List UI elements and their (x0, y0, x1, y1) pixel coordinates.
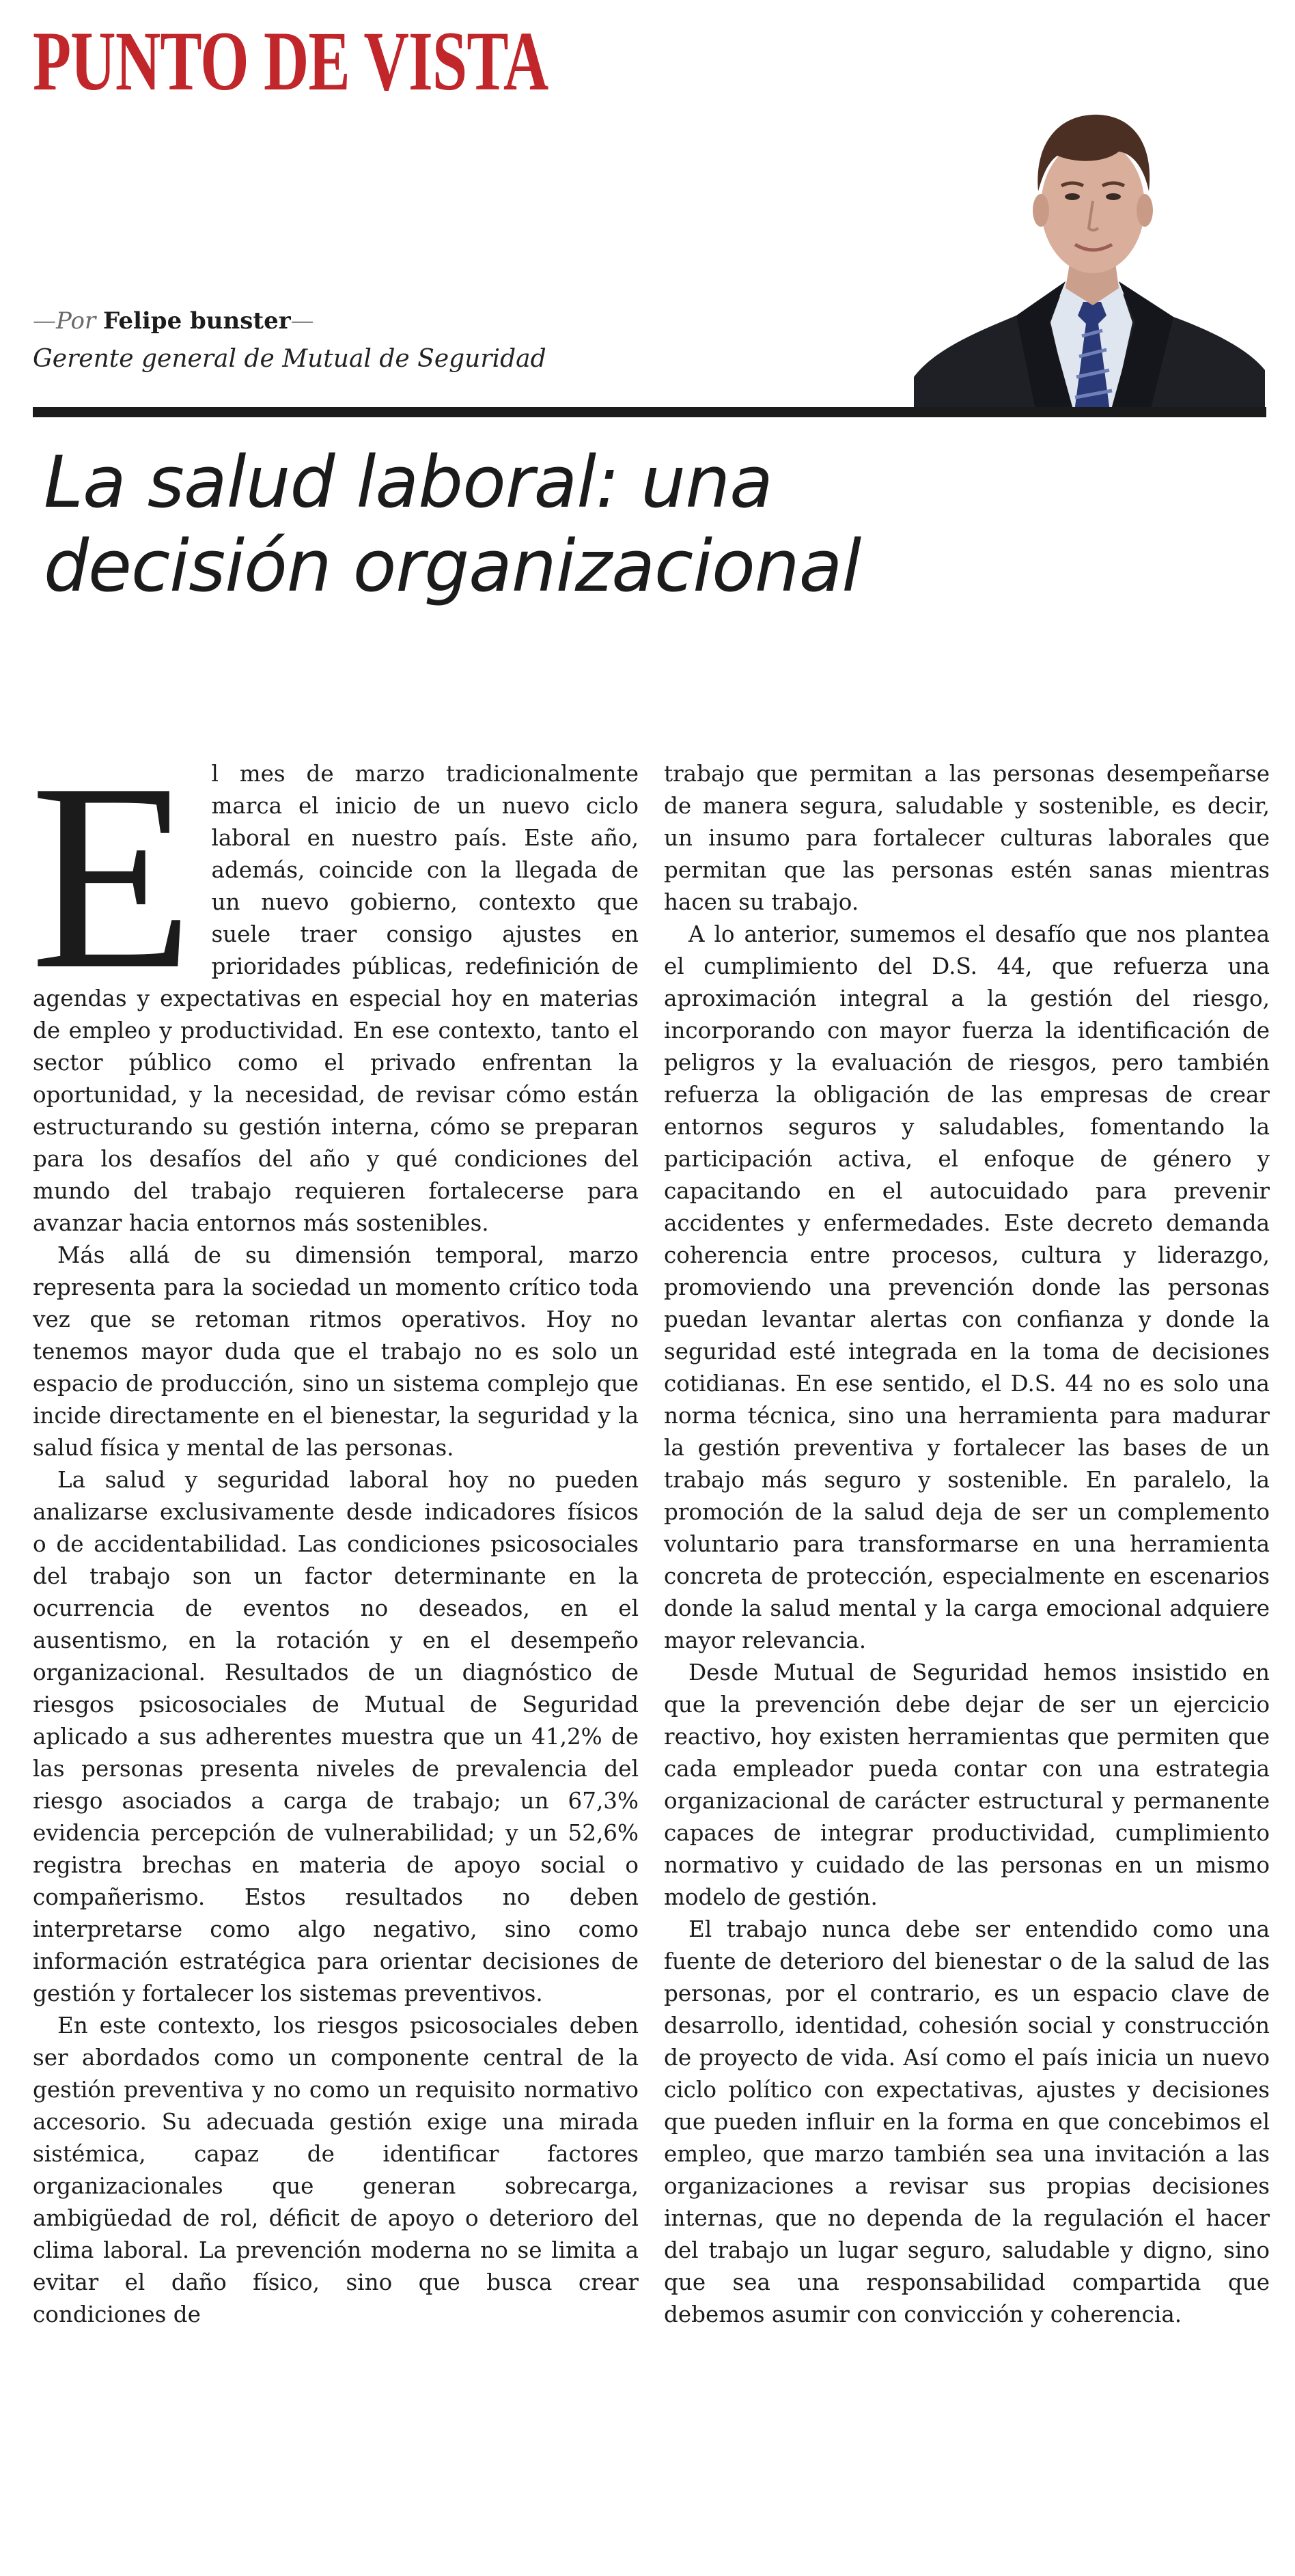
paragraph: La salud y seguridad laboral hoy no pueden analizarse exclusivamente desde indicadores físicos o de accidentabilidad. Las condiciones psicosociales del trabajo son un factor determinante en la ocurrencia de eventos no deseados, en el ausentismo, en la rotación y en el desempeño organizacional. Resultados de un diagnóstico de riesgos psicosociales de Mutual de Seguridad aplicado a sus adherentes muestra que un 41,2% de las personas presenta niveles de prevalencia del riesgo asociados a carga de trabajo; un 67,3% evidencia percepción de vulnerabilidad; y un 52,6% registra brechas en materia de apoyo social o compañerismo. Estos resultados no deben interpretarse como algo negativo, sino como información estratégica para orientar decisiones de gestión y fortalecer los sistemas preventivos. (33, 1467, 639, 2006)
paragraph: En este contexto, los riesgos psicosociales deben ser abordados como un componente central de la gestión preventiva y no como un requisito normativo accesorio. Su adecuada gestión exige una mirada sistémica, capaz de identificar factores organizacionales que generan sobrecarga, ambigüedad de rol, déficit de apoyo o deterioro del clima laboral. La prevención moderna no se limita a evitar el daño físico, sino que busca crear condiciones de (33, 2013, 639, 2327)
author-role: Gerente general de Mutual de Seguridad (33, 345, 546, 373)
paragraph: A lo anterior, sumemos el desafío que nos plantea el cumplimiento del D.S. 44, que refuerza una aproximación integral a la gestión del riesgo, incorporando con mayor fuerza la identificación de peligros y la evaluación de riesgos, pero también refuerza la obligación de las empresas de crear entornos seguros y saludables, fomentando la participación activa, el enfoque de género y capacitando en el autocuidado para prevenir accidentes y enfermedades. Este decreto demanda coherencia entre procesos, cultura y liderazgo, promoviendo una prevención donde las personas puedan levantar alertas con confianza y donde la seguridad esté integrada en la toma de decisiones cotidianas. En ese sentido, el D.S. 44 no es solo una norma técnica, sino una herramienta para madurar la gestión preventiva y fortalecer las bases de un trabajo más seguro y sostenible. En paralelo, la promoción de la salud deja de ser un complemento voluntario para transformarse en una herramienta concreta de protección, especialmente en escenarios donde la salud mental y la carga emocional adquiere mayor relevancia. (664, 921, 1270, 1653)
byline-end: — (290, 307, 314, 335)
author-photo (914, 76, 1265, 417)
paragraph-text: l mes de marzo tradicionalmente marca el inicio de un nuevo ciclo laboral en nuestro país. Este año, además, coincide con la llegada de un nuevo gobierno, contexto que suele traer consigo ajustes en prioridades públicas, redefinición de agendas y expectativas en especial hoy en materias de empleo y productividad. En ese contexto, tanto el sector público como el privado enfrentan la oportunidad, y la necesidad, de revisar cómo están estructurando su gestión interna, cómo se preparan para los desafíos del año y qué condiciones del mundo del trabajo requieren fortalecerse para avanzar hacia entornos más sostenibles. (33, 761, 639, 1236)
byline-dash: — (33, 307, 56, 335)
paragraph (30, 728, 639, 1240)
header-divider (33, 407, 1266, 417)
paragraph: El trabajo nunca debe ser entendido como una fuente de deterioro del bienestar o de la salud de las personas, por el contrario, es un espacio clave de desarrollo, identidad, cohesión social y construcción de proyecto de vida. Así como el país inicia un nuevo ciclo político con expectativas, ajustes y decisiones que pueden influir en la forma en que concebimos el empleo, que marzo también sea una invitación a las organizaciones a revisar sus propias decisiones internas, que no dependa de la regulación el hacer del trabajo un lugar seguro, saludable y digno, sino que sea una responsabilidad compartida que debemos asumir con convicción y coherencia. (664, 1916, 1270, 2327)
paragraph: Desde Mutual de Seguridad hemos insistido en que la prevención debe dejar de ser un ejercicio reactivo, hoy existen herramientas que permiten que cada empleador pueda contar con una estrategia organizacional de carácter estructural y permanente capaces de integrar productividad, cumplimiento normativo y cuidado de las personas en un mismo modelo de gestión. (664, 1660, 1270, 1910)
article-column-left (30, 728, 639, 2331)
paragraph: trabajo que permitan a las personas desempeñarse de manera segura, saludable y sostenible, es decir, un insumo para fortalecer culturas laborales que permitan que las personas estén sanas mientras hacen su trabajo. (664, 761, 1270, 915)
paragraph: Más allá de su dimensión temporal, marzo representa para la sociedad un momento crítico toda vez que se retoman ritmos operativos. Hoy no tenemos mayor duda que el trabajo no es solo un espacio de producción, sino un sistema complejo que incide directamente en el bienestar, la seguridad y la salud física y mental de las personas. (33, 1242, 639, 1461)
section-title: PUNTO DE VISTA (33, 14, 548, 108)
article-column-right (664, 758, 1270, 2331)
headline-line-2: decisión organizacional (44, 524, 861, 608)
author-portrait-illustration (914, 76, 1265, 417)
drop-cap: E (30, 728, 194, 1024)
byline-prefix: Por (56, 307, 96, 335)
byline (33, 307, 314, 335)
article-headline (44, 440, 861, 608)
author-name: Felipe bunster (103, 307, 291, 335)
headline-line-1: La salud laboral: una (44, 440, 772, 524)
